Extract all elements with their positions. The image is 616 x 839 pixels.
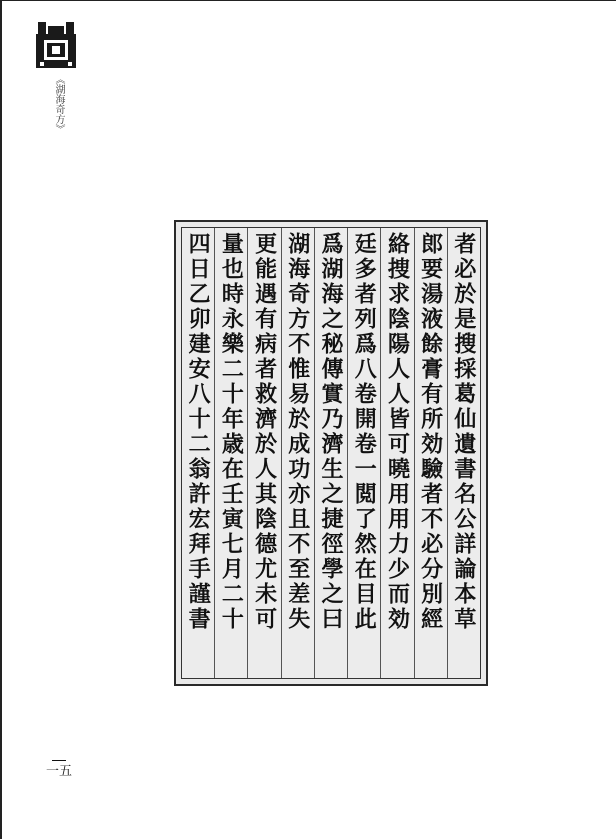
text-column <box>447 228 480 678</box>
text-column <box>182 228 214 678</box>
text-column <box>414 228 447 678</box>
text-column <box>347 228 380 678</box>
folio-rule <box>52 760 66 761</box>
text-column <box>214 228 247 678</box>
column-text: 廷多者列爲八卷開卷一閲了然在目此 <box>351 232 378 632</box>
page-border-top <box>0 0 616 1</box>
page-number <box>46 760 72 779</box>
column-text: 湖海奇方不惟易於成功亦且不至差失 <box>284 232 311 632</box>
side-book-title: 《湖海奇方》 <box>53 74 64 134</box>
text-column <box>281 228 314 678</box>
page-number-text: 一五 <box>46 764 73 779</box>
column-text: 絡捜求陰陽人人皆可曉用用力少而効 <box>384 232 411 632</box>
seal-logo-icon <box>34 20 78 70</box>
scanned-page <box>174 220 488 686</box>
column-text: 爲湖海之秘傳實乃濟生之捷徑學之曰 <box>318 232 345 632</box>
column-text: 郎要湯液餘膏有所効驗者不必分別經 <box>417 232 444 632</box>
text-frame <box>181 227 481 679</box>
column-text: 量也時永樂二十年歳在壬寅七月二十 <box>218 232 245 632</box>
column-text: 者必於是搜採葛仙遺書名公詳論本草 <box>450 232 477 632</box>
column-text: 更能遇有病者救濟於人其陰德尤未可 <box>251 232 278 632</box>
page-border-left <box>0 0 2 839</box>
text-column <box>380 228 413 678</box>
column-text: 四日乙卯建安八十二翁許宏拜手謹書 <box>185 232 212 632</box>
text-column <box>247 228 280 678</box>
text-column <box>314 228 347 678</box>
